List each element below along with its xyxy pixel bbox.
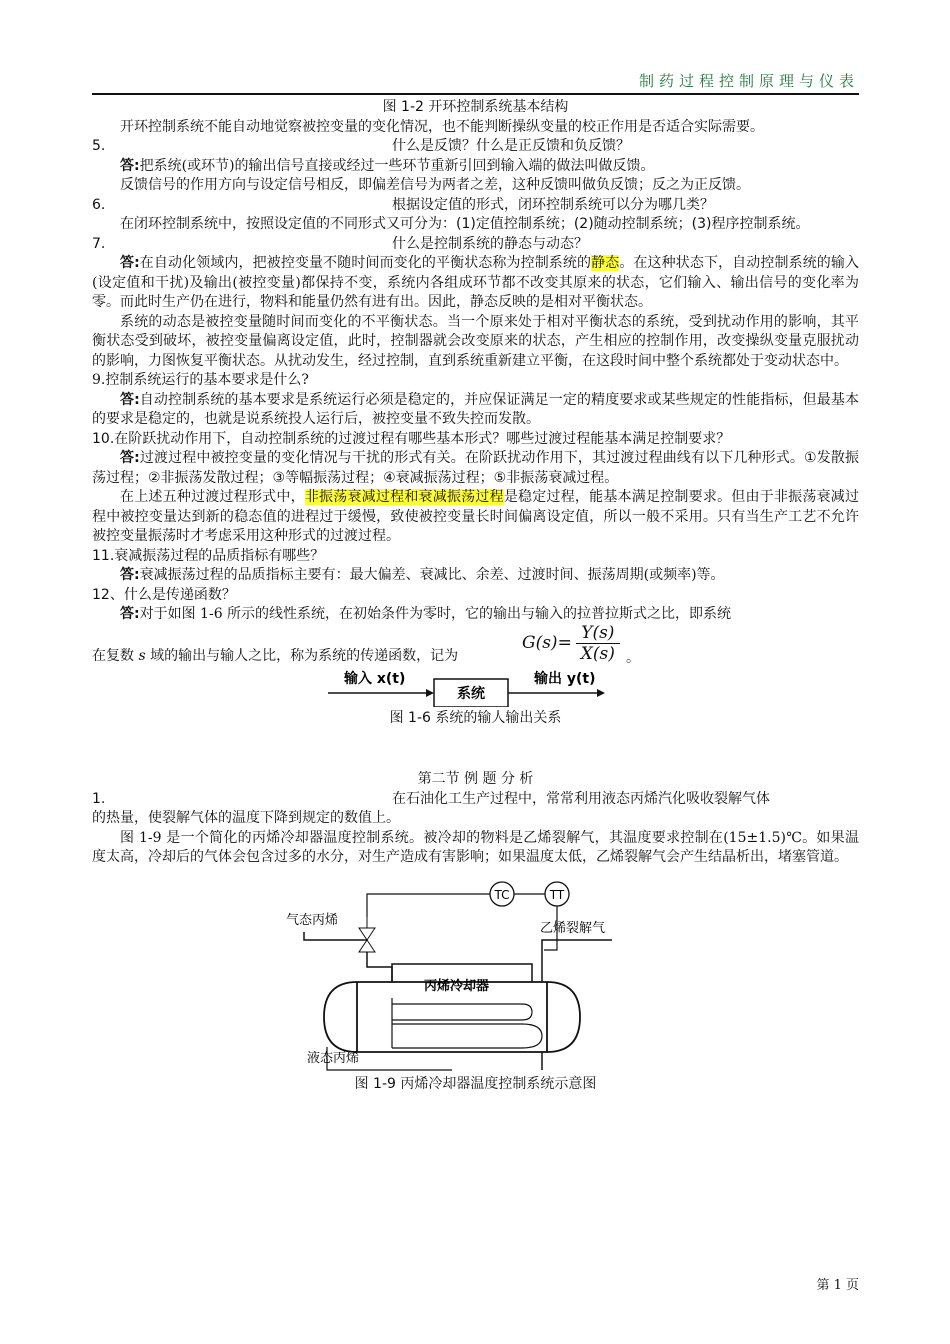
- answer-5: 答:把系统(或环节)的输出信号直接或经过一些环节重新引回到输入端的做法叫做反馈。: [120, 157, 655, 174]
- page-number: 第 1 页: [816, 1278, 859, 1293]
- example-1-paragraph: 图 1-9 是一个简化的丙烯冷却器温度控制系统。被冷却的物料是乙烯裂解气，其温度要求控制在(15±1.5)℃。如果温度太高，冷却后的气体会包含过多的水分，对生产造成有害影响；如果温度太低，乙烯裂解气会产生结晶析出，堵塞管道。: [92, 829, 859, 865]
- question-6-text: 根据设定值的形式，闭环控制系统可以分为哪几类？: [392, 196, 714, 213]
- answer-5-continued: 反馈信号的作用方向与设定信号相反，即偏差信号为两者之差，这种反馈叫做负反馈；反之为正反馈。: [120, 177, 750, 193]
- svg-text:液态丙烯: 液态丙烯: [307, 1050, 360, 1066]
- figure-1-6-caption: 图 1-6 系统的输人输出关系: [389, 709, 562, 726]
- header-rule: [92, 93, 859, 95]
- question-7-text: 什么是控制系统的静态与动态？: [392, 235, 588, 252]
- arrow-icon: [426, 689, 434, 697]
- cooler-label: 丙烯冷却器: [424, 978, 490, 994]
- answer-6: 在闭环控制系统中，按照设定值的不同形式又可分为：(1)定值控制系统；(2)随动控制系统；(3)程序控制系统。: [120, 216, 810, 232]
- figure-1-6-diagram: [92, 667, 859, 707]
- section-title: 第二节 例 题 分 析: [417, 771, 534, 787]
- example-1: 1. 在石油化工生产过程中，常常利用液态丙烯汽化吸收裂解气体: [92, 790, 770, 807]
- document-body: [92, 98, 859, 1094]
- svg-text:乙烯裂解气: 乙烯裂解气: [540, 920, 606, 936]
- figure-1-9-caption: 图 1-9 丙烯冷却器温度控制系统示意图: [354, 1075, 597, 1092]
- answer-10-continued: 在上述五种过渡过程形式中，非振荡衰减过程和衰减振荡过程是稳定过程，能基本满足控制要求。但由于非振荡衰减过程中被控变量达到新的稳态值的进程过于缓慢，致使被控变量长时间偏离设定值，所以一般不采用。只有当生产工艺不允许被控变量振荡时才考虑采用这种形式的过渡过程。: [92, 489, 860, 544]
- figure-1-9-diagram: [92, 872, 859, 1077]
- highlight-stable-processes: 非振荡衰减过程和衰减振荡过程: [304, 489, 504, 505]
- arrow-icon: [597, 689, 605, 697]
- output-label: 输出 y(t): [534, 670, 596, 687]
- svg-text:气态丙烯: 气态丙烯: [286, 912, 339, 928]
- question-12: 12、什么是传递函数？: [92, 586, 236, 603]
- answer-10: 答:过渡过程中被控变量的变化情况与干扰的形式有关。在阶跃扰动作用下，其过渡过程曲线有以下几种形式。①发散振荡过程；②非振荡发散过程；③等幅振荡过程；④衰减振荡过程；⑤非振荡衰减过程。: [92, 450, 859, 486]
- answer-12: 答:对于如图 1-6 所示的线性系统，在初始条件为零时，它的输出与输入的拉普拉斯式之比，即系统: [120, 606, 732, 622]
- figure-1-2-caption: 图 1-2 开环控制系统基本结构: [382, 99, 569, 115]
- highlight-static: 静态: [591, 255, 620, 271]
- svg-text:TT: TT: [549, 887, 565, 902]
- question-6: 6. 根据设定值的形式，闭环控制系统可以分为哪几类？: [92, 196, 859, 216]
- transfer-function-row: G(s)= $\frac{Y(s)}{X(s)}$ 在复数 s 域的输出与输人之比，称为系统的传递函数，记为 。: [92, 622, 640, 666]
- question-7: 7. 什么是控制系统的静态与动态？: [92, 235, 859, 255]
- transfer-function-formula: G(s)= $\frac{Y(s)}{X(s)}$: [522, 623, 620, 664]
- question-5-text: 什么是反馈？什么是正反馈和负反馈？: [392, 138, 630, 154]
- control-valve-icon: [359, 928, 375, 940]
- answer-7: 答:在自动化领域内，把被控变量不随时间而变化的平衡状态称为控制系统的静态。在这种状态下，自动控制系统的输入(设定值和干扰)及输出(被控变量)都保持不变，系统内各组成环节都不改变其原来的状态，它们输入、输出信号的变化率为零。而此时生产仍在进行，物料和能量仍然有进有出。因此，静态反映的是相对平衡状态。: [92, 255, 860, 310]
- running-header: 制药过程控制原理与仪表: [638, 72, 859, 90]
- question-11: 11.衰减振荡过程的品质指标有哪些？: [92, 547, 325, 564]
- system-label: 系统: [457, 685, 485, 702]
- answer-12-continued: 在复数 s 域的输出与输人之比，称为系统的传递函数，记为: [92, 647, 459, 664]
- answer-9: 答:自动控制系统的基本要求是系统运行必须是稳定的，并应保证满足一定的精度要求或某些规定的性能指标，但最基本的要求是稳定的，也就是说系统投人运行后，被控变量不致失控而发散。: [92, 391, 859, 427]
- paragraph-open-loop: 开环控制系统不能自动地觉察被控变量的变化情况，也不能判断操纵变量的校正作用是否适合实际需要。: [120, 118, 764, 135]
- question-10: 10.在阶跃扰动作用下，自动控制系统的过渡过程有哪些基本形式？哪些过渡过程能基本满足控制要求？: [92, 430, 731, 447]
- input-label: 输入 x(t): [344, 670, 406, 687]
- example-1-continued: 的热量，使裂解气体的温度下降到规定的数值上。: [92, 810, 400, 826]
- answer-7-continued: 系统的动态是被控变量随时间而变化的不平衡状态。当一个原来处于相对平衡状态的系统，受到扰动作用的影响，其平衡状态受到破坏，被控变量偏离设定值，此时，控制器就会改变原来的状态，产生相应的控制作用，改变操纵变量克服扰动的影响，力图恢复平衡状态。从扰动发生，经过控制，直到系统重新建立平衡，在这段时间中整个系统都处于变动状态中。: [92, 313, 859, 369]
- svg-text:TC: TC: [494, 887, 510, 902]
- question-5: 5. 什么是反馈？什么是正反馈和负反馈？: [92, 137, 859, 157]
- answer-11: 答:衰减振荡过程的品质指标主要有：最大偏差、衰减比、余差、过渡时间、振荡周期(或频率)等。: [120, 567, 725, 583]
- question-9: 9.控制系统运行的基本要求是什么?: [92, 372, 309, 388]
